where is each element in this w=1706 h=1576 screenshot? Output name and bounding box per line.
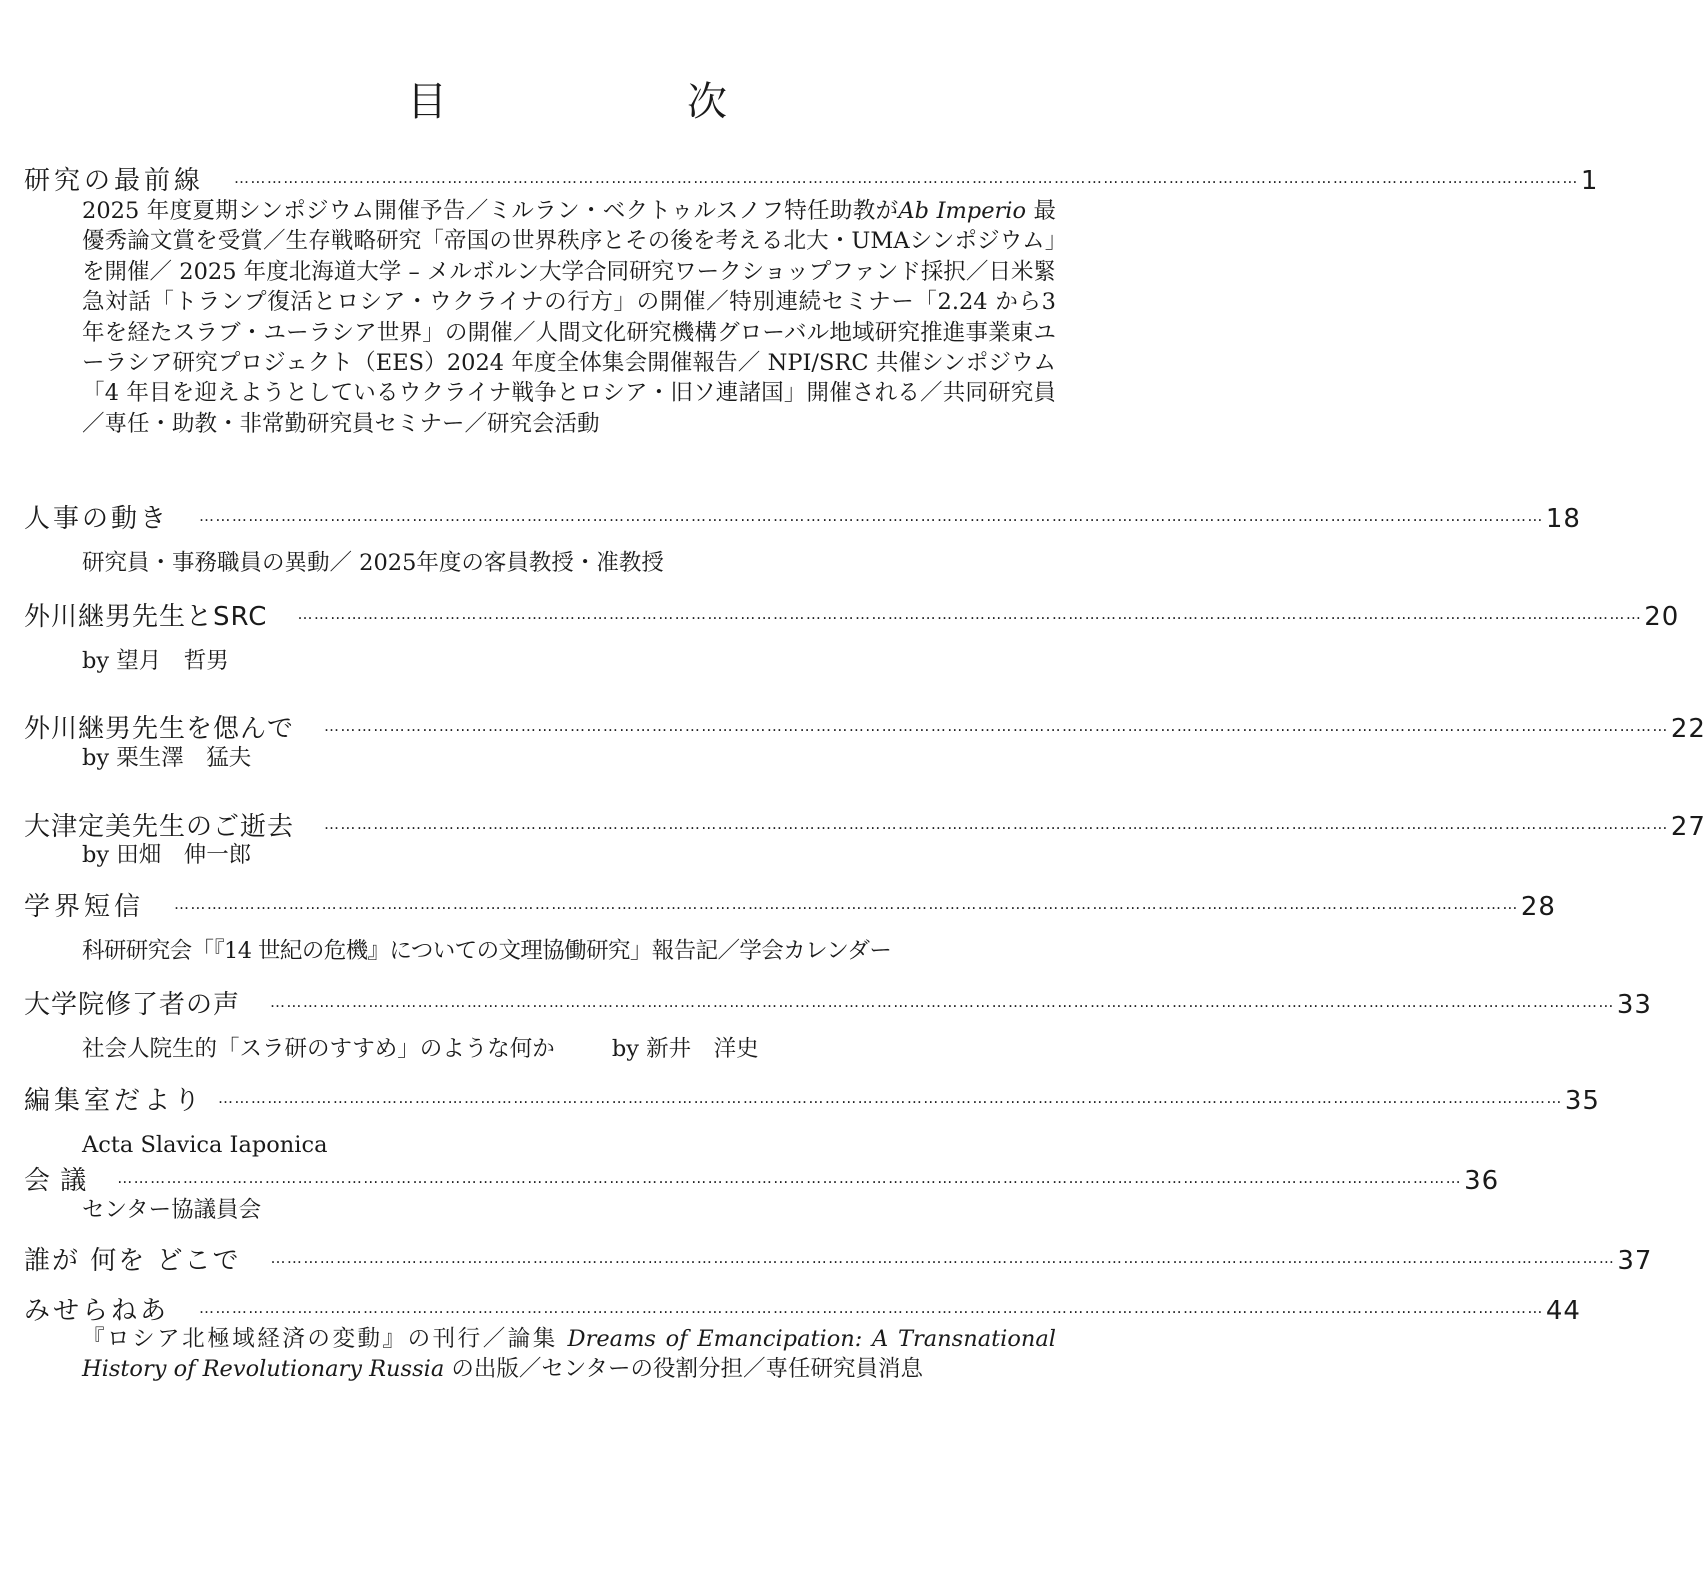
toc-heading: 誰が 何を どこで [24, 1246, 241, 1276]
toc-entry-otsu[interactable] [24, 806, 1706, 843]
dot-leader: ………………………………………………………………………………………………………………………………………………………………………………………………………………………… [270, 993, 1615, 1011]
toc-description: 研究員・事務職員の異動／ 2025年度の客員教授・准教授 [82, 550, 664, 576]
toc-entry-miscellanea[interactable] [24, 1290, 1581, 1327]
toc-description [82, 1034, 1056, 1064]
toc-page-number: 1 [1580, 166, 1599, 196]
desc-text: の出版／センターの役割分担／専任研究員消息 [444, 1356, 924, 1382]
toc-entry-graduate-voices[interactable] [24, 984, 1652, 1021]
dot-leader: ………………………………………………………………………………………………………………………………………………………………………………………………………………………… [270, 1249, 1616, 1267]
toc-description [82, 196, 1056, 439]
page-title: 目 次 [407, 79, 827, 125]
desc-text: 最優秀論文賞を受賞／生存戦略研究「帝国の世界秩序とその後を考える北大・UMAシンポジウム」を開催／ 2025 年度北海道大学 – メルボルン大学合同研究ワークショップファンド採択／日米緊急対話「トランプ復活とロシア・ウクライナの行方」の開催／特別連続セミナー「2.24 から3 年を経たスラブ・ユーラシア世界」の開催／人間文化研究機構グローバル地域研究推進事業東ユーラシア研究プロジェクト（EES）2024 年度全体集会開催報告／ NPI/SRC 共催シンポジウム「4 年目を迎えようとしているウクライナ戦争とロシア・旧ソ連諸国」開催される／共同研究員／専任・助教・非常勤研究員セミナー／研究会活動 [82, 198, 1057, 437]
toc-heading: 外川継男先生を偲んで [24, 714, 295, 744]
dot-leader: ………………………………………………………………………………………………………………………………………………………………………………………………………………………… [174, 895, 1519, 913]
dot-leader: ………………………………………………………………………………………………………………………………………………………………………………………………………………………… [297, 605, 1643, 623]
toc-page-number: 27 [1670, 812, 1706, 842]
toc-author: by 田畑 伸一郎 [82, 842, 252, 868]
toc-heading: 編集室だより [24, 1086, 205, 1116]
toc-author: by 栗生澤 猛夫 [82, 745, 252, 771]
toc-entry-togawa-src[interactable] [24, 596, 1680, 633]
toc-heading: 外川継男先生とSRC [24, 602, 268, 632]
toc-page-number: 33 [1616, 990, 1652, 1020]
dot-leader: ………………………………………………………………………………………………………………………………………………………………………………………………………………………… [199, 507, 1544, 525]
dot-leader: ………………………………………………………………………………………………………………………………………………………………………………………………………………………… [199, 1299, 1544, 1317]
toc-entry-togawa-memorial[interactable] [24, 708, 1706, 745]
dot-leader: ………………………………………………………………………………………………………………………………………………………………………………………………………………………… [234, 169, 1579, 187]
toc-heading: 人事の動き [24, 504, 170, 534]
toc-page-number: 28 [1520, 892, 1556, 922]
desc-text: 2025 年度夏期シンポジウム開催予告／ミルラン・ベクトゥルスノフ特任助教が [82, 198, 899, 224]
toc-heading: 研究の最前線 [24, 166, 205, 196]
dot-leader: ………………………………………………………………………………………………………………………………………………………………………………………………………………………… [324, 717, 1669, 735]
dot-leader: ………………………………………………………………………………………………………………………………………………………………………………………………………………………… [218, 1089, 1563, 1107]
toc-heading: 大津定美先生のご逝去 [24, 812, 295, 842]
dot-leader: ………………………………………………………………………………………………………………………………………………………………………………………………………………………… [117, 1169, 1463, 1187]
toc-author: by 新井 洋史 [611, 1036, 759, 1062]
toc-description: Acta Slavica Iaponica [82, 1132, 328, 1158]
toc-description: センター協議員会 [82, 1197, 262, 1223]
toc-page-number: 18 [1545, 504, 1581, 534]
toc-page-number: 37 [1617, 1246, 1653, 1276]
toc-entry-research-frontline[interactable] [24, 160, 1599, 197]
toc-entry-editorial[interactable] [24, 1080, 1600, 1117]
desc-text: 『ロシア北極域経済の変動』の刊行／論集 [82, 1326, 568, 1352]
toc-page-number: 44 [1545, 1296, 1581, 1326]
toc-entry-academic-news[interactable] [24, 886, 1556, 923]
toc-page-number: 36 [1464, 1166, 1500, 1196]
book-title: Dreams of Emancipation: A Transnational History of Revolutionary Russia [82, 1326, 1057, 1382]
toc-page-number: 35 [1564, 1086, 1600, 1116]
toc-heading: 会 議 [24, 1166, 88, 1196]
dot-leader: ………………………………………………………………………………………………………………………………………………………………………………………………………………………… [324, 815, 1669, 833]
toc-heading: 学界短信 [24, 892, 145, 922]
toc-heading: みせらねあ [24, 1296, 170, 1326]
toc-entry-personnel[interactable] [24, 498, 1581, 535]
desc-text: 社会人院生的「スラ研のすすめ」のような何か [82, 1036, 555, 1062]
toc-page-number: 22 [1670, 714, 1706, 744]
toc-entry-who-what-where[interactable] [24, 1240, 1653, 1277]
toc-description: 科研研究会「『14 世紀の危機』についての文理協働研究」報告記／学会カレンダー [82, 938, 892, 964]
toc-heading: 大学院修了者の声 [24, 990, 241, 1020]
toc-author: by 望月 哲男 [82, 648, 229, 674]
toc-page-number: 20 [1644, 602, 1680, 632]
toc-entry-meetings[interactable] [24, 1160, 1500, 1197]
toc-description [82, 1324, 1056, 1384]
journal-title: Ab Imperio [898, 198, 1027, 224]
